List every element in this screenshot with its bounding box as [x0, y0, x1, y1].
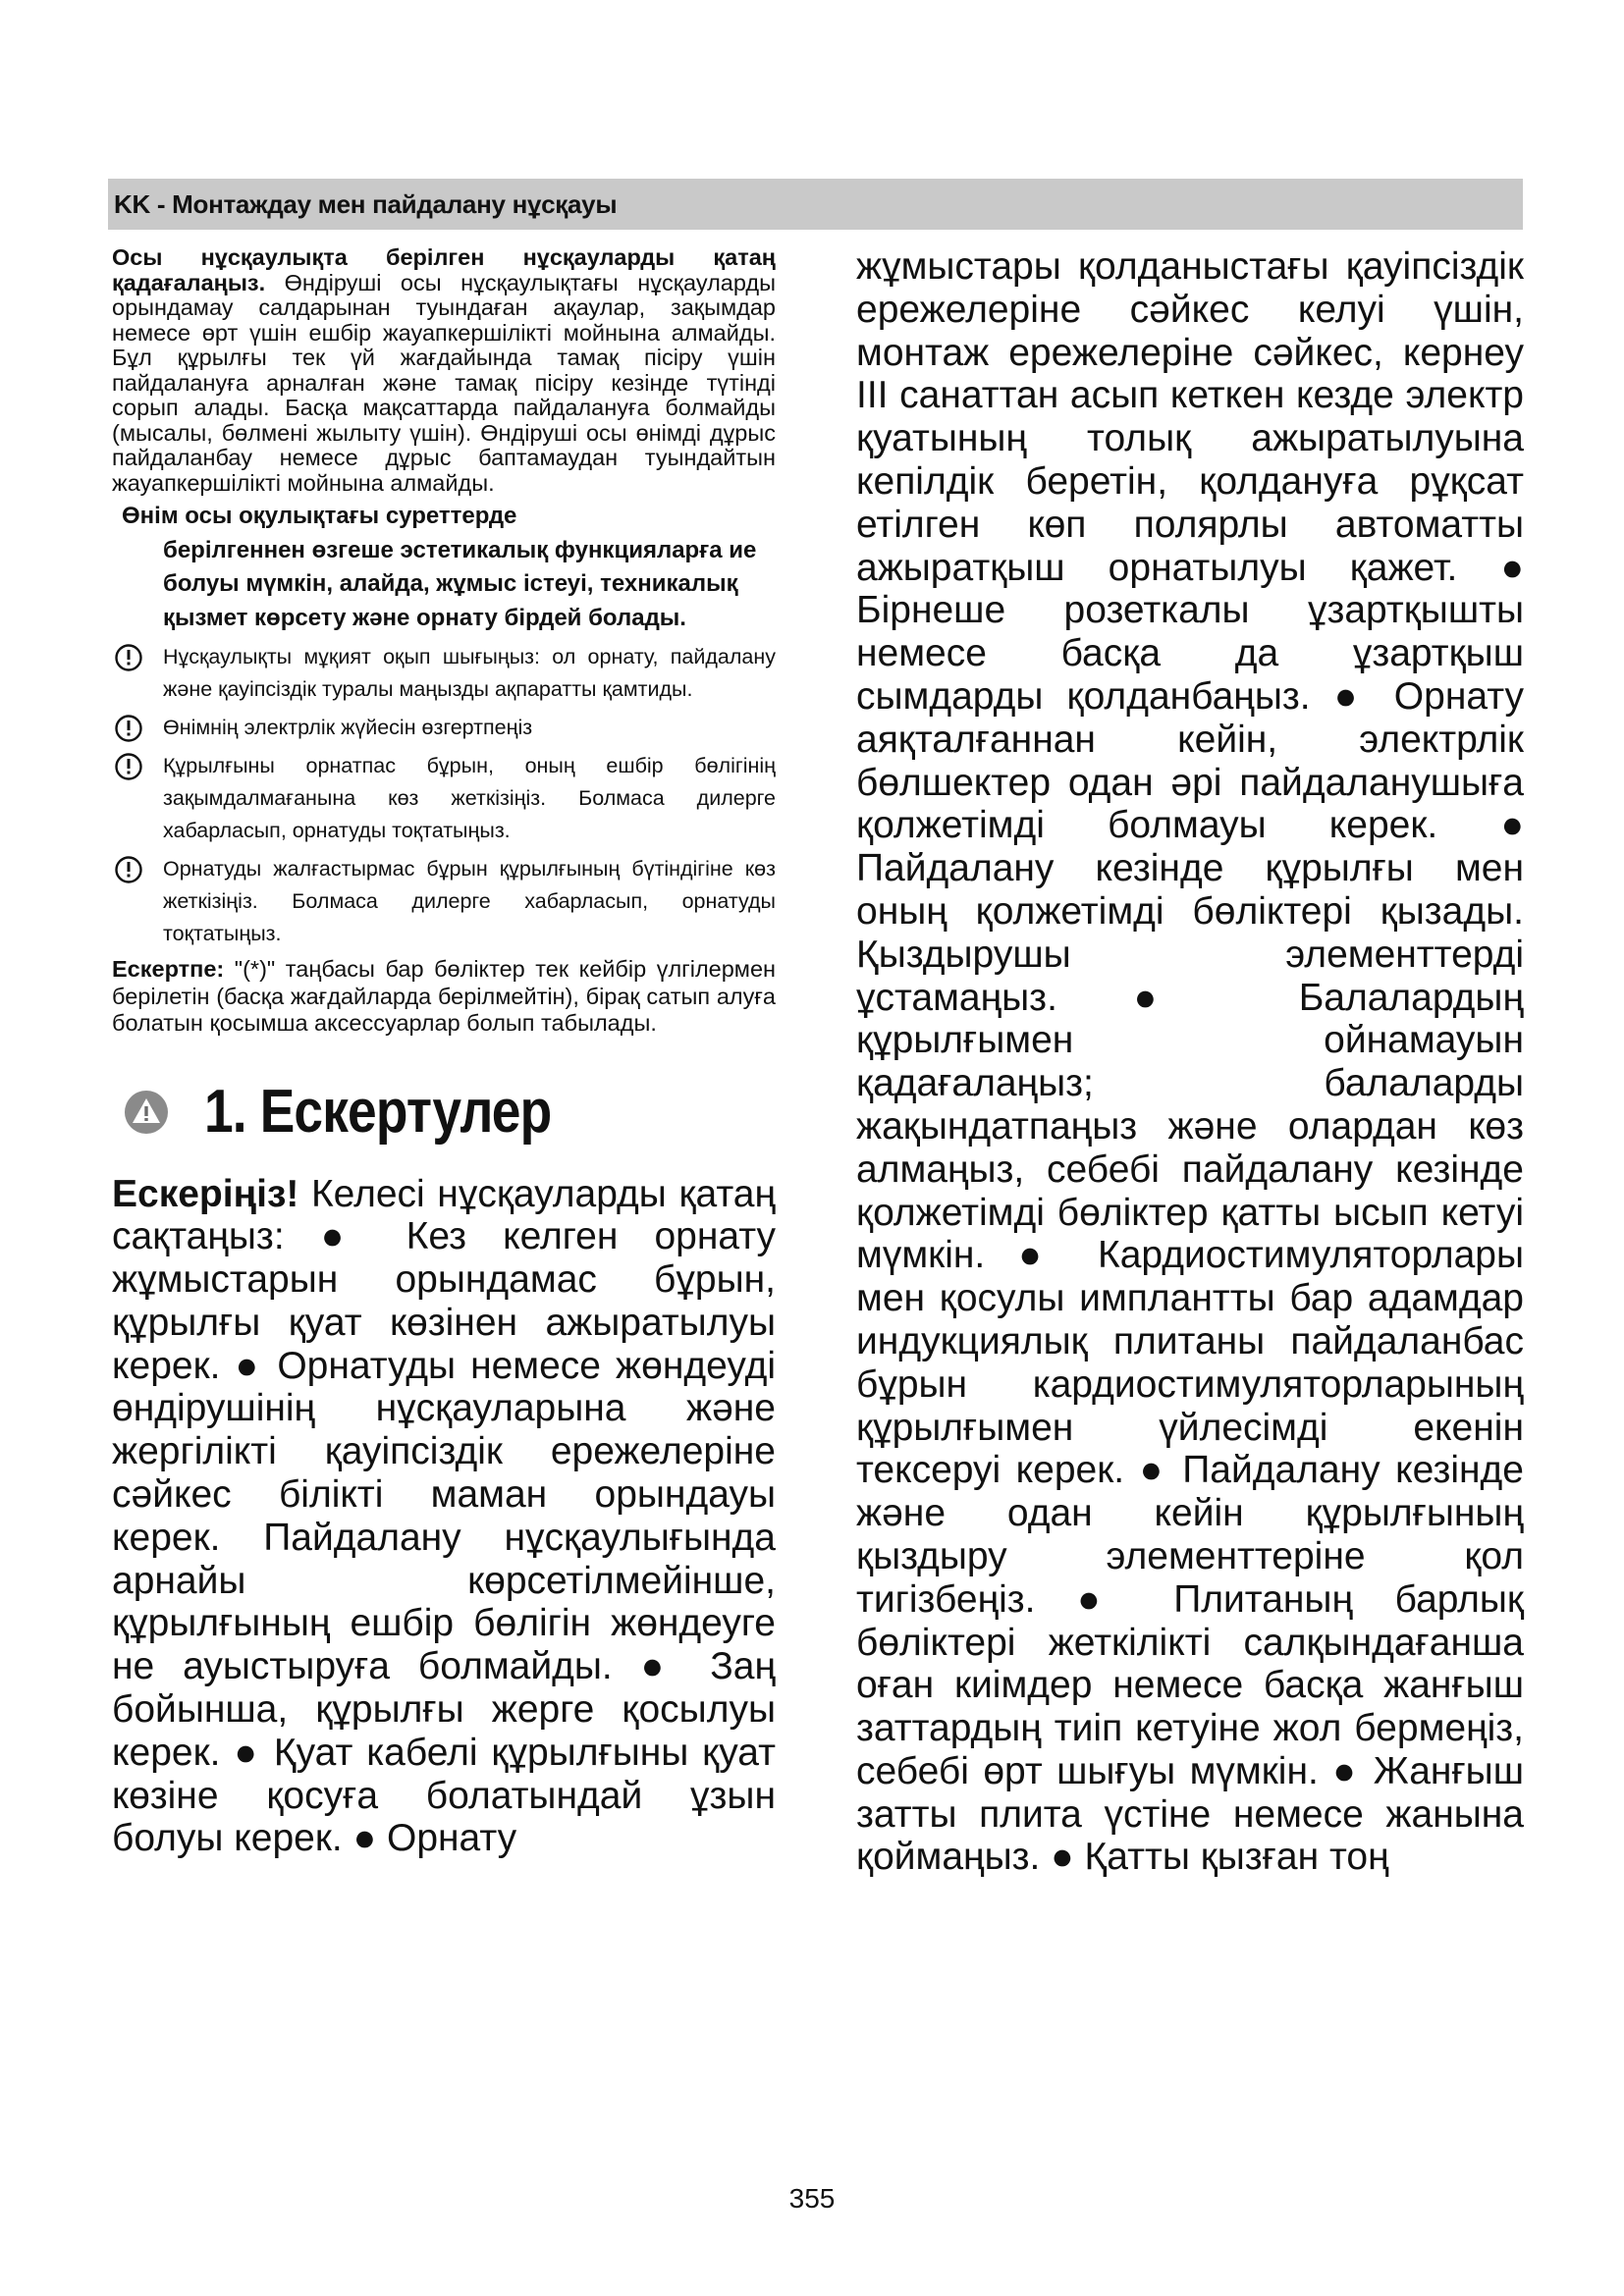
notice-text: Құрылғыны орнатпас бұрын, оның ешбір бөлігінің зақымдалмағанына көз жеткізіңіз. Болмаса дилерге хабарласып, орнатуды тоқтатыңыз. [163, 754, 776, 842]
notice-item [112, 853, 776, 950]
warnings-lead-bold: Ескеріңіз! [112, 1172, 299, 1215]
exclamation-circle-icon [114, 752, 143, 781]
warning-triangle-icon [124, 1090, 169, 1135]
intro-bold-block [112, 500, 776, 635]
intro-lead-rest: Өндіруші осы нұсқаулықтағы нұсқауларды орындамау салдарынан туындаған ақаулар, зақымдар немесе өрт үшін ешбір жауапкершілікті мойнына алмайды. Бұл құрылғы тек үй жағдайында тамақ пісіру үшін пайдалануға арналған және тамақ пісіру кезінде түтінді сорып алады. Басқа мақсаттарда пайдалануға болмайды (мысалы, бөлмені жылыту үшін). Өндіруші осы өнімді дұрыс пайдаланбау немесе дұрыс баптамаудан туындайтын жауапкершілікті мойнына алмайды. [112, 269, 776, 496]
notice-item [112, 750, 776, 847]
exclamation-circle-icon [114, 643, 143, 672]
notice-text: Орнатуды жалғастырмас бұрын құрылғының бүтіндігіне көз жеткізіңіз. Болмаса дилерге хабарласып, орнатуды тоқтатыңыз. [163, 857, 776, 945]
note-label: Ескертпе: [112, 956, 225, 982]
section-heading [112, 1067, 776, 1157]
intro-lead-bold: Осы нұсқаулықта берілген нұсқауларды қатаң қадағалаңыз. [112, 244, 776, 295]
warnings-right-text: жұмыстары қолданыстағы қауіпсіздік ережелеріне сәйкес келуі үшін, монтаж ережелеріне сәйкес, кернеу III санаттан асып кеткен кезде электр қуатының толық ажыратылуына кепілдік беретін, қолдануға рұқсат етілген көп полярлы автоматты ажыратқыш орнатылуы қажет. ● Бірнеше розеткалы ұзартқышты немесе басқа да ұзартқыш сымдарды қолданбаңыз. ● Орнату аяқталғаннан кейін, электрлік бөлшектер одан әрі пайдаланушыға қолжетімді болмауы керек. ● Пайдалану кезінде құрылғы мен оның қолжетімді бөліктері қызады. Қыздырушы элементтерді ұстамаңыз. ● Балалардың құрылғымен ойнамауын қадағалаңыз; балаларды жақындатпаңыз және олардан көз алмаңыз, себебі пайдалану кезінде қолжетімді бөліктер қатты ысып кетуі мүмкін. ● Кардиостимуляторлары мен қосулы имплантты бар адамдар индукциялық плитаны пайдаланбас бұрын кардиостимуляторларының құрылғымен үйлесімді екенін тексеруі керек. ● Пайдалану кезінде және одан кейін құрылғының қыздыру элементтеріне қол тигізбеңіз. ● Плитаның барлық бөліктері жеткілікті салқындағанша оған киімдер немесе басқа жанғыш заттардың тиіп кетуіне жол бермеңіз, себебі өрт шығуы мүмкін. ● Жанғыш затты плита үстіне немесе жанына қоймаңыз. ● Қатты қызған тоң [856, 245, 1524, 1879]
left-column [112, 245, 776, 1860]
notice-item [112, 712, 776, 744]
notice-text: Нұсқаулықты мұқият оқып шығыңыз: ол орнату, пайдалану және қауіпсіздік туралы маңызды ақпаратты қамтиды. [163, 645, 776, 701]
notice-text: Өнімнің электрлік жүйесін өзгертпеңіз [163, 716, 533, 739]
exclamation-circle-icon [114, 714, 143, 743]
intro-paragraph [112, 245, 776, 496]
note-text: "(*)" таңбасы бар бөліктер тек кейбір үлгілермен берілетін (басқа жағдайларда берілмейтін), бірақ сатып алуға болатын қосымша аксессуарлар болып табылады. [112, 956, 776, 1036]
page-number: 355 [788, 2183, 836, 2214]
notice-item [112, 641, 776, 706]
note-paragraph [112, 956, 776, 1038]
intro-bold-first-line: Өнім осы оқулықтағы суреттерде [122, 503, 517, 529]
section-header-bar [108, 179, 1523, 230]
section-title: 1. Ескертулер [204, 1078, 552, 1146]
intro-bold-rest: берілгеннен өзгеше эстетикалық функцияларға ие болуы мүмкін, алайда, жұмыс істеуі, техникалық қызмет көрсету және орнату бірдей болады. [163, 536, 757, 631]
exclamation-circle-icon [114, 855, 143, 884]
warnings-left-body: Келесі нұсқауларды қатаң сақтаңыз: ● Кез келген орнату жұмыстарын орындамас бұрын, құрылғы қуат көзінен ажыратылуы керек. ● Орнатуды немесе жөндеуді өндірушінің нұсқауларына және жергілікті қауіпсіздік ережелеріне сәйкес білікті маман орындауы керек. Пайдалану нұсқаулығында арнайы көрсетілмейінше, құрылғының ешбір бөлігін жөндеуге не ауыстыруға болмайды. ● Заң бойынша, құрылғы жерге қосылуы керек. ● Қуат кабелі құрылғыны қуат көзіне қосуға болатындай ұзын болуы керек. ● Орнату [112, 1172, 776, 1860]
header-title: KK - Монтаждау мен пайдалану нұсқауы [114, 188, 618, 219]
warnings-left-text [112, 1173, 776, 1861]
right-column [856, 245, 1524, 1879]
